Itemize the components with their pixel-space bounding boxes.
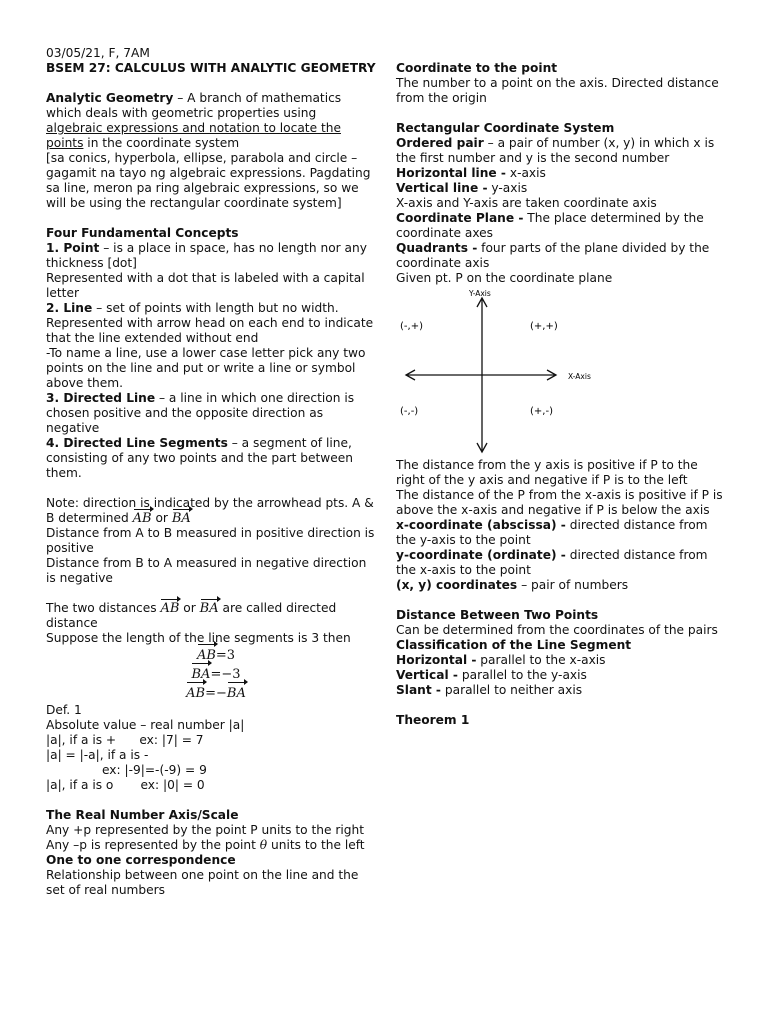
point-definition: 1. Point – is a place in space, has no length nor any thickness [dot] <box>46 241 367 270</box>
classification-heading: Classification of the Line Segment <box>396 638 632 652</box>
direction-note: Note: direction is indicated by the arrowhead pts. A & B determined AB or BA <box>46 496 374 526</box>
equation-ab-neg-ba: AB=−BA <box>186 686 246 701</box>
def1-title: Def. 1 <box>46 703 82 717</box>
abs-row-positive: |a|, if a is + ex: |7| = 7 <box>46 733 204 747</box>
coordinate-plane-def: Coordinate Plane - The place determined by the coordinate axes <box>396 211 704 240</box>
real-axis-heading: The Real Number Axis/Scale <box>46 808 239 822</box>
distance-from-y-text: The distance from the y axis is positive if P to the right of the y axis and negative if P is to the left <box>396 458 698 487</box>
directed-segment-definition: 4. Directed Line Segments – a segment of line, consisting of any two points and the part between them. <box>46 436 353 480</box>
given-point-text: Given pt. P on the coordinate plane <box>396 271 613 285</box>
negative-direction-text: Distance from B to A measured in negative direction is negative <box>46 556 367 585</box>
one-to-one-text: Relationship between one point on the line and the set of real numbers <box>46 868 359 897</box>
abs-row-negative-example: ex: |-9|=-(-9) = 9 <box>102 763 207 777</box>
distance-from-x-text: The distance of the P from the x-axis is positive if P is above the x-axis and negative if P is below the axis <box>396 488 723 517</box>
real-axis-positive: Any +p represented by the point P units to the right <box>46 823 364 837</box>
coord-point-text: The number to a point on the axis. Directed distance from the origin <box>396 76 719 105</box>
distance-two-text: Can be determined from the coordinates of the pairs <box>396 623 718 637</box>
slant-class: Slant - parallel to neither axis <box>396 683 583 697</box>
two-distances-text: The two distances AB or BA are called directed distance <box>46 601 337 630</box>
point-extra: Represented with a dot that is labeled with a capital letter <box>46 271 365 300</box>
date-line: 03/05/21, F, 7AM <box>46 46 150 60</box>
distance-two-heading: Distance Between Two Points <box>396 608 599 622</box>
y-axis-label: Y-Axis <box>469 289 491 298</box>
quadrant-3-sign: (-,-) <box>400 406 419 417</box>
quadrants-def: Quadrants - four parts of the plane divided by the coordinate axis <box>396 241 710 270</box>
abs-row-zero: |a|, if a is o ex: |0| = 0 <box>46 778 205 792</box>
abs-row-negative: |a| = |-a|, if a is - <box>46 748 149 762</box>
positive-direction-text: Distance from A to B measured in positive direction is positive <box>46 526 375 555</box>
coord-point-heading: Coordinate to the point <box>396 61 558 75</box>
xy-coordinates-def: (x, y) coordinates – pair of numbers <box>396 578 629 592</box>
equation-ab: AB=3 <box>196 648 236 663</box>
vertical-class: Vertical - parallel to the y-axis <box>396 668 587 682</box>
line-extra-1: Represented with arrow head on each end to indicate that the line extended without end <box>46 316 374 345</box>
horizontal-line-def: Horizontal line - x-axis <box>396 166 546 180</box>
vector-ab: AB <box>132 511 152 526</box>
analytic-geometry-definition: Analytic Geometry – A branch of mathematics which deals with geometric properties using algebraic expressions and notation to locate the points in the coordinate system <box>46 91 342 150</box>
x-coordinate-def: x-coordinate (abscissa) - directed distance from the y-axis to the point <box>396 518 708 547</box>
axes-text: X-axis and Y-axis are taken coordinate axis <box>396 196 657 210</box>
absolute-value-text: Absolute value – real number |a| <box>46 718 245 732</box>
fundamental-heading: Four Fundamental Concepts <box>46 226 239 240</box>
left-column <box>46 46 376 898</box>
one-to-one-heading: One to one correspondence <box>46 853 236 867</box>
equation-ba: BA=−3 <box>191 667 241 682</box>
line-extra-2: -To name a line, use a lower case letter pick any two points on the line and put or write a line or symbol above them. <box>46 346 366 390</box>
y-coordinate-def: y-coordinate (ordinate) - directed distance from the x-axis to the point <box>396 548 708 577</box>
horizontal-class: Horizontal - parallel to the x-axis <box>396 653 606 667</box>
real-axis-negative: Any –p is represented by the point θ units to the left <box>46 838 365 852</box>
ordered-pair-def: Ordered pair – a pair of number (x, y) in which x is the first number and y is the second number <box>396 136 715 165</box>
quadrant-2-sign: (-,+) <box>400 321 423 332</box>
quadrant-1-sign: (+,+) <box>530 321 558 332</box>
vector-ba: BA <box>171 511 191 526</box>
x-axis-label: X-Axis <box>568 372 591 381</box>
course-title: BSEM 27: CALCULUS WITH ANALYTIC GEOMETRY <box>46 61 376 75</box>
right-column <box>396 61 726 728</box>
vertical-line-def: Vertical line - y-axis <box>396 181 528 195</box>
theorem-1-heading: Theorem 1 <box>396 713 470 727</box>
analytic-geometry-note: [sa conics, hyperbola, ellipse, parabola and circle – gagamit na tayo ng algebraic expressions. Pagdating sa line, meron pa ring algebraic expressions, so we will be using the rectangular coordinate system] <box>46 151 371 210</box>
directed-line-definition: 3. Directed Line – a line in which one direction is chosen positive and the opposite direction as negative <box>46 391 355 435</box>
quadrant-4-sign: (+,-) <box>530 406 553 417</box>
suppose-text: Suppose the length of the line segments is 3 then <box>46 631 351 645</box>
coordinate-axes-diagram <box>396 288 726 458</box>
rect-system-heading: Rectangular Coordinate System <box>396 121 615 135</box>
line-definition: 2. Line – set of points with length but no width. <box>46 301 339 315</box>
